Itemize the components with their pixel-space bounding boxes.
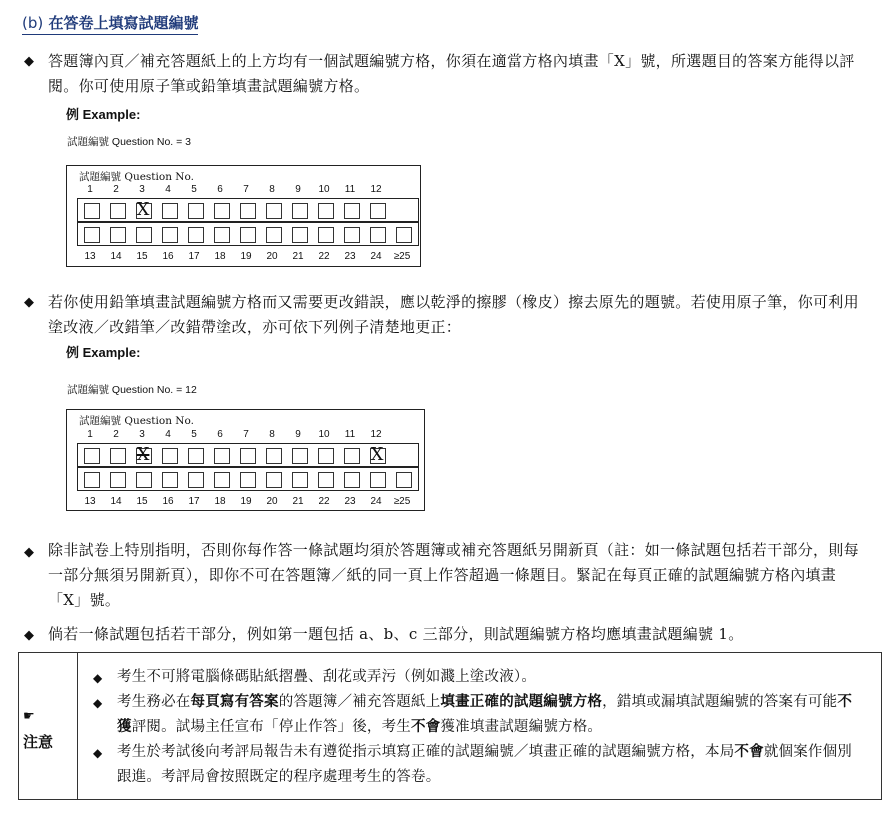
question-number-cell bbox=[84, 472, 100, 488]
notice-text: 考生務必在 bbox=[117, 694, 191, 710]
section-title: 在答卷上填寫試題編號 bbox=[48, 14, 199, 32]
notice-text: 評閱。試場主任宣布「停止作答」後，考生 bbox=[131, 719, 412, 735]
question-number: 5 bbox=[191, 184, 197, 195]
question-number: 14 bbox=[110, 496, 122, 507]
question-number: 6 bbox=[217, 429, 223, 440]
question-number-cell bbox=[110, 448, 126, 464]
bottom-number-row bbox=[67, 496, 420, 510]
notice-emphasis: 填畫正確的試題編號方格 bbox=[440, 694, 603, 710]
notice-box bbox=[18, 652, 882, 800]
question-box-title: 試題編號 Question No. bbox=[79, 415, 194, 427]
question-number-cell bbox=[188, 472, 204, 488]
question-number: 3 bbox=[139, 184, 145, 195]
question-number-cell bbox=[136, 227, 152, 243]
question-number-cell bbox=[214, 227, 230, 243]
question-number: 20 bbox=[266, 251, 278, 262]
question-number: 12 bbox=[370, 429, 382, 440]
bottom-cell-row bbox=[77, 467, 419, 491]
question-number: 8 bbox=[269, 429, 275, 440]
question-number: 11 bbox=[344, 429, 356, 440]
diamond-bullet-icon: ◆ bbox=[24, 628, 34, 643]
x-mark: X bbox=[136, 199, 150, 220]
notice-side-panel bbox=[19, 653, 78, 799]
notice-emphasis: 不會 bbox=[411, 719, 441, 735]
x-mark: X bbox=[370, 444, 384, 465]
question-number: 15 bbox=[136, 251, 148, 262]
question-number-cell bbox=[240, 203, 256, 219]
bottom-cell-row bbox=[77, 222, 419, 246]
top-cell-row bbox=[77, 198, 419, 222]
question-number: 24 bbox=[370, 251, 382, 262]
question-number: 5 bbox=[191, 429, 197, 440]
question-number: ≥25 bbox=[393, 496, 411, 507]
question-number: 17 bbox=[188, 496, 200, 507]
question-number-cell bbox=[188, 448, 204, 464]
notice-text: 就個案作個別跟進。考評局會按照既定的程序處理考生的答卷。 bbox=[117, 744, 853, 785]
question-number: 4 bbox=[165, 429, 171, 440]
question-number: 7 bbox=[243, 184, 249, 195]
diamond-bullet-icon: ◆ bbox=[24, 295, 34, 310]
question-number-cell bbox=[162, 227, 178, 243]
question-number-cell bbox=[214, 203, 230, 219]
bottom-number-row bbox=[67, 251, 420, 265]
question-number: 4 bbox=[165, 184, 171, 195]
question-number: 15 bbox=[136, 496, 148, 507]
question-number: 19 bbox=[240, 251, 252, 262]
question-number: 1 bbox=[87, 429, 93, 440]
question-number: 22 bbox=[318, 251, 330, 262]
question-number: 16 bbox=[162, 496, 174, 507]
question-number-cell bbox=[292, 448, 308, 464]
question-number-cell bbox=[292, 472, 308, 488]
question-number-cell bbox=[162, 203, 178, 219]
paragraph-2: 若你使用鉛筆填畫試題編號方格而又需要更改錯誤，應以乾淨的擦膠（橡皮）擦去原先的題號。若使用原子筆，你可利用塗改液／改錯筆／改錯帶塗改，亦可依下列例子清楚地更正： bbox=[48, 293, 859, 336]
notice-text: 的答題簿／補充答題紙上 bbox=[278, 694, 441, 710]
question-number-cell bbox=[240, 472, 256, 488]
notice-emphasis: 不獲 bbox=[117, 694, 853, 735]
question-number: 1 bbox=[87, 184, 93, 195]
notice-item-1: 考生不可將電腦條碼貼紙摺疊、刮花或弄污（例如濺上塗改液）。 bbox=[117, 669, 537, 685]
diamond-bullet-icon: ◆ bbox=[24, 54, 34, 69]
question-number: 8 bbox=[269, 184, 275, 195]
example-1-question-box bbox=[66, 165, 421, 267]
section-prefix: (b) bbox=[22, 14, 44, 32]
question-number: 20 bbox=[266, 496, 278, 507]
question-number-cell bbox=[344, 227, 360, 243]
question-number: 19 bbox=[240, 496, 252, 507]
struck-x-mark: X bbox=[136, 444, 150, 465]
question-number: 10 bbox=[318, 184, 330, 195]
question-number-cell bbox=[266, 203, 282, 219]
diamond-bullet-icon: ◆ bbox=[24, 545, 34, 560]
question-number: 21 bbox=[292, 496, 304, 507]
top-number-row bbox=[67, 184, 420, 198]
example-2-note: 試題編號 Question No. = 12 bbox=[67, 384, 197, 396]
question-number-cell bbox=[240, 227, 256, 243]
question-number-cell bbox=[370, 203, 386, 219]
question-number-cell bbox=[240, 448, 256, 464]
question-number-cell bbox=[370, 227, 386, 243]
question-number-cell bbox=[344, 203, 360, 219]
question-number: 18 bbox=[214, 251, 226, 262]
question-number: 14 bbox=[110, 251, 122, 262]
question-number-cell bbox=[318, 472, 334, 488]
example-2-question-box bbox=[66, 409, 425, 511]
question-number: 23 bbox=[344, 251, 356, 262]
notice-item-2 bbox=[117, 690, 865, 740]
top-number-row bbox=[67, 429, 420, 443]
diamond-bullet-icon: ◆ bbox=[93, 671, 103, 685]
question-number-cell bbox=[266, 227, 282, 243]
question-number-cell bbox=[318, 227, 334, 243]
question-number-cell bbox=[292, 203, 308, 219]
question-number: 18 bbox=[214, 496, 226, 507]
top-cell-row bbox=[77, 443, 419, 467]
question-number: ≥25 bbox=[393, 251, 411, 262]
notice-item-3 bbox=[117, 740, 865, 790]
question-number: 9 bbox=[295, 429, 301, 440]
question-number-cell bbox=[214, 448, 230, 464]
question-number: 23 bbox=[344, 496, 356, 507]
example-1-note: 試題編號 Question No. = 3 bbox=[67, 136, 192, 148]
example-label-1: 例 Example: bbox=[66, 107, 141, 122]
notice-label: 注意 bbox=[23, 733, 54, 751]
question-number-cell bbox=[188, 203, 204, 219]
question-number: 13 bbox=[84, 251, 96, 262]
question-number-cell bbox=[214, 472, 230, 488]
question-number-cell bbox=[110, 472, 126, 488]
question-number-cell bbox=[84, 448, 100, 464]
example-label-2: 例 Example: bbox=[66, 345, 141, 360]
question-number-cell bbox=[344, 448, 360, 464]
question-number-cell bbox=[266, 448, 282, 464]
question-number-cell bbox=[162, 448, 178, 464]
question-number: 2 bbox=[113, 429, 119, 440]
question-number-cell bbox=[292, 227, 308, 243]
question-number: 2 bbox=[113, 184, 119, 195]
diamond-bullet-icon: ◆ bbox=[93, 746, 103, 760]
question-number: 9 bbox=[295, 184, 301, 195]
question-number: 12 bbox=[370, 184, 382, 195]
question-number: 3 bbox=[139, 429, 145, 440]
notice-text: 考生於考試後向考評局報告未有遵從指示填寫正確的試題編號／填畫正確的試題編號方格，本局 bbox=[117, 744, 735, 760]
question-number-cell bbox=[266, 472, 282, 488]
question-number-cell bbox=[110, 227, 126, 243]
question-number-cell bbox=[318, 448, 334, 464]
question-number: 16 bbox=[162, 251, 174, 262]
question-number: 21 bbox=[292, 251, 304, 262]
question-number-cell bbox=[136, 472, 152, 488]
question-number-cell bbox=[84, 227, 100, 243]
paragraph-4: 倘若一條試題包括若干部分，例如第一題包括 a、b、c 三部分，則試題編號方格均應填畫試題編號 1。 bbox=[48, 625, 744, 643]
question-number-cell bbox=[370, 472, 386, 488]
question-number: 11 bbox=[344, 184, 356, 195]
question-number: 22 bbox=[318, 496, 330, 507]
pointing-hand-icon: ☛ bbox=[23, 709, 35, 724]
question-number: 13 bbox=[84, 496, 96, 507]
question-box-title: 試題編號 Question No. bbox=[79, 171, 194, 183]
question-number: 7 bbox=[243, 429, 249, 440]
notice-text: 獲准填畫試題編號方格。 bbox=[440, 719, 603, 735]
question-number: 24 bbox=[370, 496, 382, 507]
question-number-cell bbox=[396, 227, 412, 243]
section-heading bbox=[22, 12, 198, 35]
paragraph-3: 除非試卷上特別指明，否則你每作答一條試題均須於答題簿或補充答題紙另開新頁（註：如一條試題包括若干部分，則每一部分無須另開新頁），即你不可在答題簿／紙的同一頁上作答超過一條題目。緊記在每頁正確的試題編號方格內填畫「X」號。 bbox=[48, 541, 859, 609]
question-number: 17 bbox=[188, 251, 200, 262]
question-number-cell bbox=[396, 472, 412, 488]
question-number-cell bbox=[344, 472, 360, 488]
notice-emphasis: 不會 bbox=[734, 744, 764, 760]
notice-emphasis: 每頁寫有答案 bbox=[190, 694, 279, 710]
paragraph-1: 答題簿內頁／補充答題紙上的上方均有一個試題編號方格，你須在適當方格內填畫「X」號，所選題目的答案方能得以評閱。你可使用原子筆或鉛筆填畫試題編號方格。 bbox=[48, 52, 855, 95]
question-number: 6 bbox=[217, 184, 223, 195]
question-number-cell bbox=[110, 203, 126, 219]
question-number-cell bbox=[318, 203, 334, 219]
question-number-cell bbox=[188, 227, 204, 243]
notice-text: ，錯填或漏填試題編號的答案有可能 bbox=[602, 694, 838, 710]
question-number-cell bbox=[84, 203, 100, 219]
diamond-bullet-icon: ◆ bbox=[93, 696, 103, 710]
question-number-cell bbox=[162, 472, 178, 488]
question-number: 10 bbox=[318, 429, 330, 440]
